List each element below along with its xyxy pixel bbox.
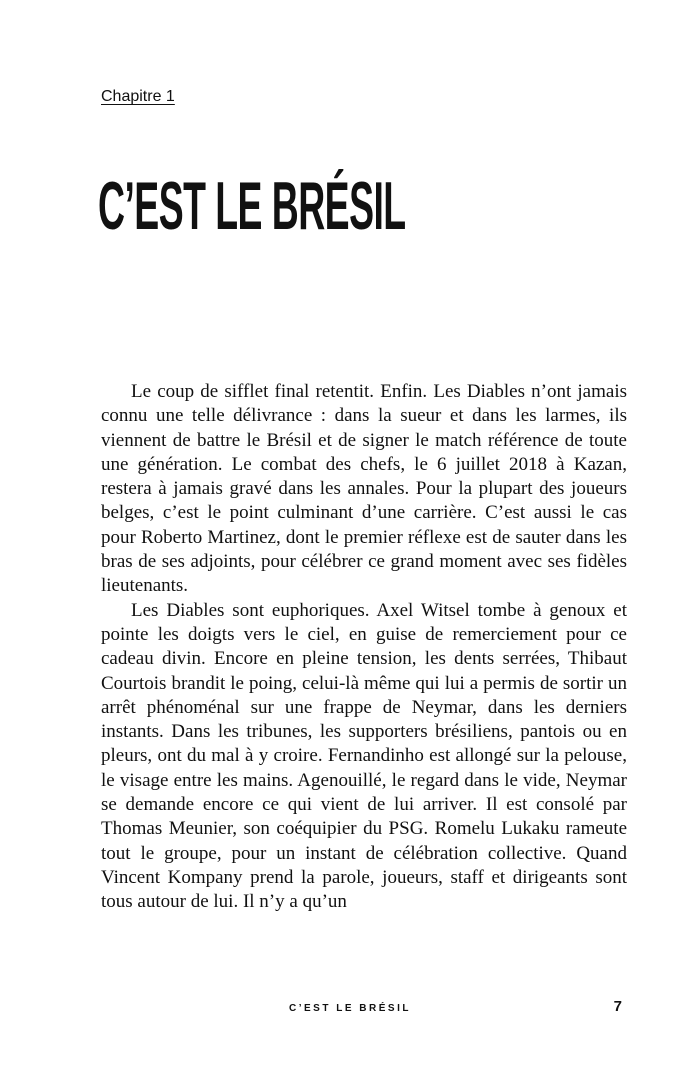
paragraph-2: Les Diables sont euphoriques. Axel Witsel tombe à genoux et pointe les doigts vers le ciel, en guise de remerciement pour ce cadeau divin. Encore en pleine tension, les dents serrées, Thibaut Courtois brandit le poing, celui-là même qui lui a permis de sortir un arrêt phénoménal sur une frappe de Neymar, dans les derniers instants. Dans les tribunes, les supporters brésiliens, pantois ou en pleurs, ont du mal à y croire. Fernandinho est allongé sur la pelouse, le visage entre les mains. Agenouillé, le regard dans le vide, Neymar se demande encore ce qui vient de lui arriver. Il est consolé par Thomas Meunier, son coéquipier du PSG. Romelu Lukaku rameute tout le groupe, pour un instant de célébration collective. Quand Vincent Kompany prend la parole, joueurs, staff et dirigeants sont tous autour de lui. Il n’y a qu’un: [101, 599, 627, 913]
chapter-label: Chapitre 1: [101, 88, 175, 105]
body-text: [101, 380, 627, 915]
paragraph-1: Le coup de sifflet final retentit. Enfin. Les Diables n’ont jamais connu une telle délivrance : dans la sueur et dans les larmes, ils viennent de battre le Brésil et de signer le match référence de toute une génération. Le combat des chefs, le 6 juillet 2018 à Kazan, restera à jamais gravé dans les annales. Pour la plupart des joueurs belges, c’est le point culminant d’une carrière. C’est aussi le cas pour Roberto Martinez, dont le premier réflexe est de sauter dans les bras de ses adjoints, pour célébrer ce grand moment avec ses fidèles lieutenants.: [101, 381, 627, 597]
page-number: 7: [613, 998, 622, 1015]
chapter-title: C’EST LE BRÉSIL: [98, 168, 406, 244]
running-header: C’EST LE BRÉSIL: [289, 1003, 411, 1014]
